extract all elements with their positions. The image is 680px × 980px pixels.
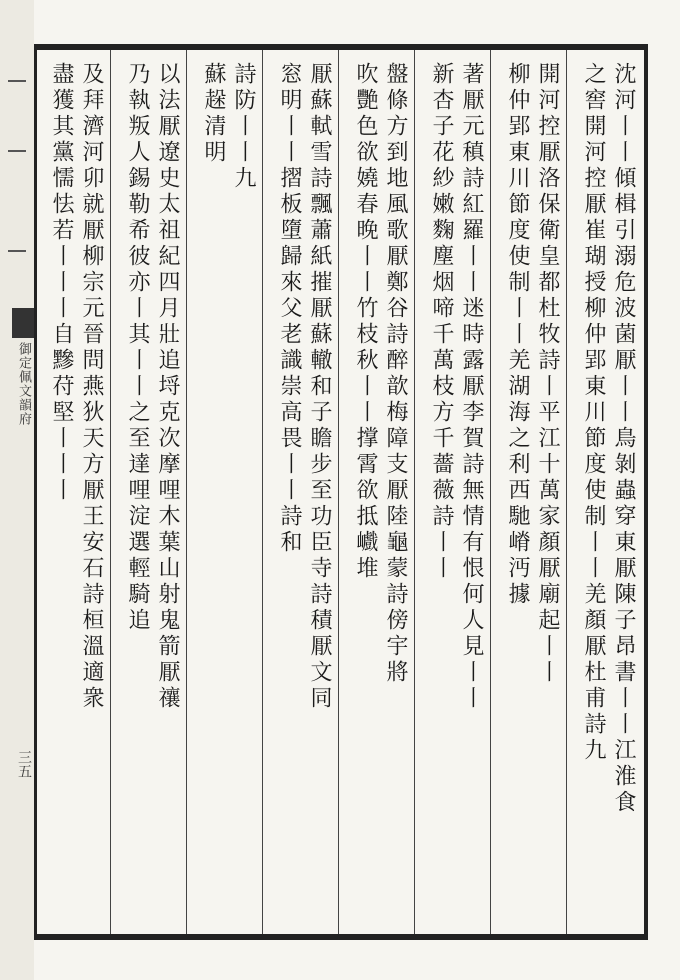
column-rule	[186, 50, 187, 934]
column-4-sub-line: 吹艷色欲嬈春晚丨丨竹枝秋丨丨撑霄欲抵巇堆	[353, 62, 378, 582]
column-5-sub-line: 窓明丨丨摺板墮歸來父老識崇高畏丨丨詩和	[277, 62, 302, 556]
column-1-sub-line: 之窖開河控厭崔瑚授柳仲郢東川節度使制丨丨羌顏厭杜甫詩九	[581, 62, 606, 764]
binding-gutter	[0, 0, 34, 980]
column-6-main-line: 詩防丨丨九	[231, 62, 256, 192]
column-8-main-line: 及拜濟河卯就厭柳宗元晉問燕狄天方厭王安石詩桓溫適衆	[79, 62, 104, 712]
frame-right-border	[644, 44, 648, 940]
column-6-sub-line: 蘇趓清明	[201, 62, 226, 166]
column-2-sub-line: 柳仲郢東川節度使制丨丨羌湖海之利西馳嵴沔據	[505, 62, 530, 608]
column-7-sub-line: 乃執叛人錫勒希彼亦丨其丨丨之至達哩淀選輕騎追	[125, 62, 150, 634]
column-rule	[566, 50, 567, 934]
column-rule	[490, 50, 491, 934]
frame-left-border	[34, 44, 37, 940]
frame-top-border	[34, 44, 648, 50]
gutter-mark	[8, 250, 26, 252]
column-rule	[414, 50, 415, 934]
column-4-main-line: 盤條方到地風歌厭鄭谷詩醉歆梅障支厭陸龜蒙詩傍宇將	[383, 62, 408, 686]
text-column-4	[346, 62, 410, 930]
text-column-3	[422, 62, 486, 930]
text-column-5	[270, 62, 334, 930]
column-rule	[110, 50, 111, 934]
text-column-2	[498, 62, 562, 930]
fishtail-mark	[12, 308, 34, 338]
text-column-7	[118, 62, 182, 930]
margin-title: 御定佩文韻府	[16, 342, 31, 426]
column-rule	[338, 50, 339, 934]
text-column-6	[194, 62, 258, 930]
text-column-1	[574, 62, 638, 930]
text-column-8	[42, 62, 106, 930]
column-1-main-line: 沈河丨丨傾楫引溺危波菌厭丨丨鳥剝蟲穿東厭陳子昂書丨丨江淮食	[611, 62, 636, 816]
gutter-mark	[8, 150, 26, 152]
column-3-main-line: 著厭元稹詩紅羅丨丨迷時露厭李賀詩無情有恨何人見丨丨	[459, 62, 484, 712]
column-2-main-line: 開河控厭洛保衛皇都杜牧詩丨平江十萬家顏厭廟起丨丨	[535, 62, 560, 686]
column-8-sub-line: 盡獲其黨懦怯若丨丨丨自黲苻堅丨丨丨	[49, 62, 74, 504]
frame-bottom-border	[34, 934, 648, 940]
gutter-mark	[8, 80, 26, 82]
column-5-main-line: 厭蘇軾雪詩飄蕭紙摧厭蘇轍和子瞻步至功臣寺詩積厭文同	[307, 62, 332, 712]
margin-page-number: 三五	[16, 750, 32, 778]
column-rule	[262, 50, 263, 934]
column-3-sub-line: 新杏子花紗嫩麴塵烟啼千萬枝方千薔薇詩丨丨	[429, 62, 454, 582]
column-7-main-line: 以法厭遼史太祖紀四月壯追埒克次摩哩木葉山射鬼箭厭禳	[155, 62, 180, 712]
